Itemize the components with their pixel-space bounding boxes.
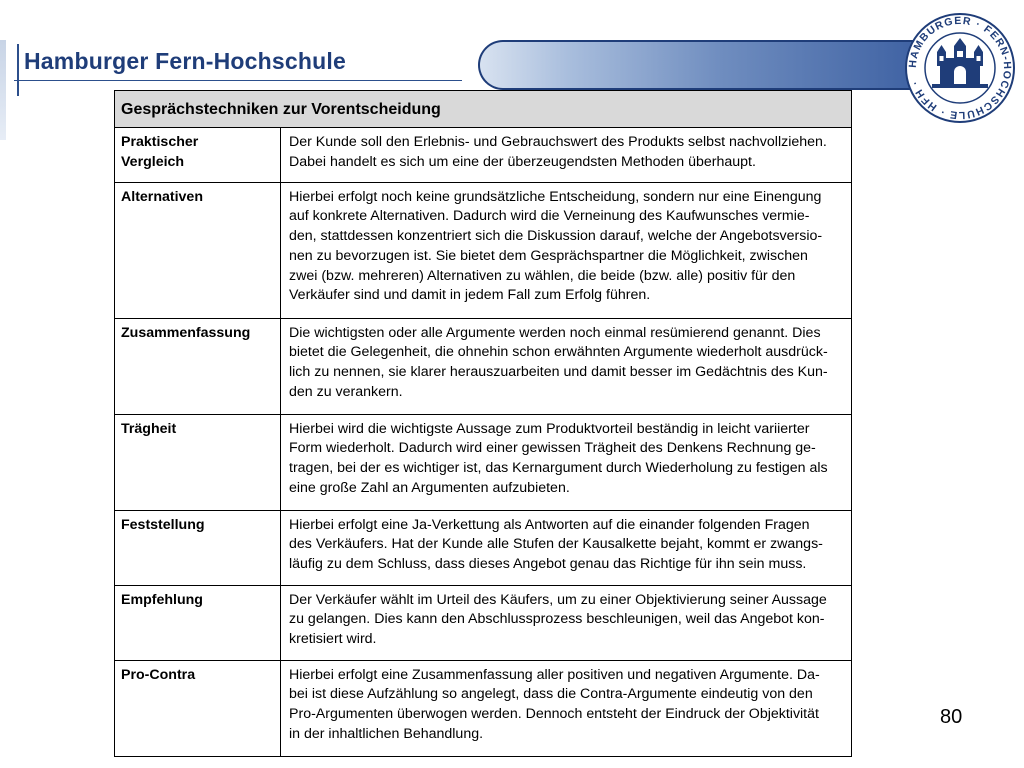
description-line: Dabei handelt es sich um eine der überzeugendsten Methoden überhaupt.	[289, 153, 756, 170]
technique-term	[115, 660, 281, 756]
technique-term	[115, 128, 281, 182]
description-line: nen zu bevorzugen ist. Sie bietet dem Gesprächspartner die Möglichkeit, zwischen	[289, 247, 808, 264]
technique-term	[115, 510, 281, 585]
description-line: kretisiert wird.	[289, 631, 377, 648]
technique-term-label: Empfehlung	[121, 591, 203, 608]
technique-term	[115, 318, 281, 414]
techniques-rows	[115, 128, 851, 756]
description-line: Der Kunde soll den Erlebnis- und Gebrauchswert des Produkts selbst nachvollziehen.	[289, 134, 827, 150]
header-horizontal-rule	[14, 80, 462, 81]
table-row	[115, 182, 851, 318]
header-banner-bar	[478, 40, 918, 90]
table-row	[115, 414, 851, 510]
description-line: tragen, bei der es wichtiger ist, das Kernargument durch Wiederholung zu festigen als	[289, 460, 828, 477]
technique-description	[281, 182, 852, 318]
page-number: 80	[940, 706, 963, 728]
description-line: Form wiederholt. Dadurch wird einer gewissen Trägheit des Denkens Rechnung ge-	[289, 440, 816, 457]
table-row	[115, 318, 851, 414]
techniques-grid	[115, 128, 851, 756]
table-row	[115, 128, 851, 182]
table-row	[115, 510, 851, 585]
technique-term-label: Pro-Contra	[121, 666, 196, 683]
technique-description	[281, 510, 852, 585]
description-line: Hierbei erfolgt noch keine grundsätzliche Entscheidung, sondern nur eine Einengung	[289, 188, 822, 205]
description-line: auf konkrete Alternativen. Dadurch wird die Verneinung des Kaufwunsches vermie-	[289, 208, 810, 225]
description-line: Hierbei wird die wichtigste Aussage zum Produktvorteil beständig in leicht variierter	[289, 420, 810, 437]
technique-term-label: Feststellung	[121, 516, 205, 533]
description-line: Hierbei erfolgt eine Zusammenfassung aller positiven und negativen Argumente. Da-	[289, 666, 820, 683]
left-edge-accent	[0, 40, 6, 140]
description-line: eine große Zahl an Argumenten aufzubieten.	[289, 479, 570, 496]
header-vertical-rule	[17, 44, 19, 96]
technique-term-label: Alternativen	[121, 188, 203, 205]
technique-term	[115, 414, 281, 510]
table-row	[115, 660, 851, 756]
table-row	[115, 585, 851, 660]
description-line: zwei (bzw. mehreren) Alternativen zu wählen, die beide (bzw. alle) positiv für den	[289, 267, 796, 284]
description-line: lich zu nennen, sie klarer herauszuarbeiten und damit besser im Gedächtnis des Kun-	[289, 364, 828, 381]
description-line: in der inhaltlichen Behandlung.	[289, 725, 484, 742]
hfh-seal-logo	[904, 12, 1016, 124]
description-line: zu gelangen. Dies kann den Abschlussprozess beschleunigen, weil das Angebot kon-	[289, 611, 825, 628]
description-line: den, stattdessen konzentriert sich die Diskussion darauf, welche der Angebotsversio-	[289, 228, 823, 245]
technique-term-label: Praktischer Vergleich	[121, 134, 199, 170]
technique-term	[115, 585, 281, 660]
technique-term-label: Trägheit	[121, 420, 177, 437]
description-line: bietet die Gelegenheit, die ohnehin schon erwähnten Argumente wiederholt ausdrück-	[289, 344, 828, 361]
technique-description	[281, 318, 852, 414]
description-line: den zu verankern.	[289, 383, 403, 400]
techniques-table	[114, 90, 852, 757]
description-line: Die wichtigsten oder alle Argumente werden noch einmal resümierend genannt. Dies	[289, 324, 821, 341]
description-line: des Verkäufers. Hat der Kunde alle Stufen der Kausalkette bejaht, kommt er zwangs-	[289, 536, 823, 553]
description-line: Pro-Argumenten überwogen werden. Dennoch entsteht der Eindruck der Objektivität	[289, 706, 819, 723]
technique-description	[281, 414, 852, 510]
description-line: Der Verkäufer wählt im Urteil des Käufers, um zu einer Objektivierung seiner Aussage	[289, 591, 827, 608]
technique-description	[281, 585, 852, 660]
description-line: läufig zu dem Schluss, dass dieses Angebot genau das Richtige für ihn sein muss.	[289, 556, 807, 573]
technique-term-label: Zusammenfassung	[121, 324, 251, 341]
institution-name: Hamburger Fern-Hochschule	[24, 48, 346, 74]
description-line: Hierbei erfolgt eine Ja-Verkettung als Antworten auf die einander folgenden Fragen	[289, 516, 810, 533]
technique-description	[281, 128, 852, 182]
description-line: Verkäufer sind und damit in jedem Fall zum Erfolg führen.	[289, 287, 651, 304]
seal-text: HAMBURGER · FERN-HOCHSCHULE · HFH ·	[906, 14, 1014, 122]
table-title: Gesprächstechniken zur Vorentscheidung	[115, 91, 851, 128]
description-line: bei ist diese Aufzählung so angelegt, dass die Contra-Argumente eindeutig von den	[289, 686, 813, 703]
technique-term	[115, 182, 281, 318]
technique-description	[281, 660, 852, 756]
